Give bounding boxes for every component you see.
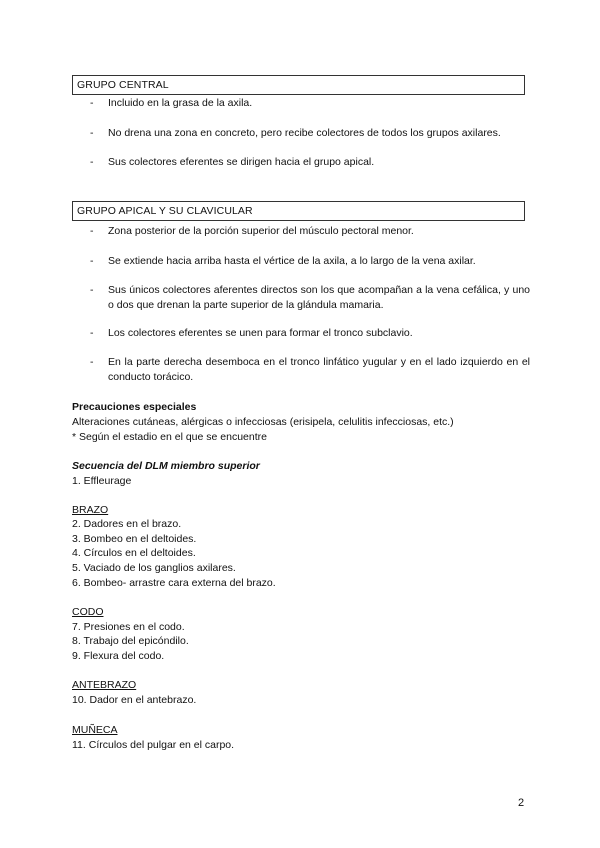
apical-item-3 <box>90 283 530 313</box>
precautions-heading: Precauciones especiales <box>72 401 197 413</box>
central-item-1 <box>90 96 530 111</box>
precautions-line: Alteraciones cutáneas, alérgicas o infecciosas (erisipela, celulitis infecciosas, etc.) <box>72 416 454 428</box>
bullet-dash: - <box>90 97 94 109</box>
brazo-step: 2. Dadores en el brazo. <box>72 518 182 530</box>
apical-item-4 <box>90 326 530 341</box>
apical-item-2 <box>90 254 530 269</box>
apical-item-text: Zona posterior de la porción superior del músculo pectoral menor. <box>108 225 414 237</box>
sequence-step: 1. Effleurage <box>72 475 132 487</box>
codo-step: 7. Presiones en el codo. <box>72 621 185 633</box>
bullet-dash: - <box>90 356 94 368</box>
brazo-heading: BRAZO <box>72 504 109 516</box>
bullet-dash: - <box>90 284 94 296</box>
sequence-heading: Secuencia del DLM miembro superior <box>72 460 260 472</box>
antebrazo-heading: ANTEBRAZO <box>72 679 137 691</box>
section-box-central <box>72 75 525 95</box>
brazo-step: 3. Bombeo en el deltoides. <box>72 533 197 545</box>
bullet-dash: - <box>90 225 94 237</box>
muneca-step: 11. Círculos del pulgar en el carpo. <box>72 739 235 751</box>
codo-step: 9. Flexura del codo. <box>72 650 165 662</box>
central-item-text: Sus colectores eferentes se dirigen hacia el grupo apical. <box>108 156 375 168</box>
section-box-apical <box>72 201 525 221</box>
apical-item-1 <box>90 224 530 239</box>
central-item-text: No drena una zona en concreto, pero recibe colectores de todos los grupos axilares. <box>108 127 501 139</box>
apical-item-5 <box>90 355 530 385</box>
bullet-dash: - <box>90 156 94 168</box>
antebrazo-step: 10. Dador en el antebrazo. <box>72 694 197 706</box>
precautions-note: * Según el estadio en el que se encuentre <box>72 431 267 443</box>
apical-item-text: En la parte derecha desemboca en el tronco linfático yugular y en el lado izquierdo en el conducto torácico. <box>108 356 530 383</box>
section-title-apical: GRUPO APICAL Y SU CLAVICULAR <box>77 205 253 217</box>
section-title-central: GRUPO CENTRAL <box>77 79 169 91</box>
brazo-step: 4. Círculos en el deltoides. <box>72 547 196 559</box>
bullet-dash: - <box>90 327 94 339</box>
codo-step: 8. Trabajo del epicóndilo. <box>72 635 189 647</box>
bullet-dash: - <box>90 127 94 139</box>
central-item-text: Incluido en la grasa de la axila. <box>108 97 253 109</box>
codo-heading: CODO <box>72 606 104 618</box>
central-item-3 <box>90 155 530 170</box>
apical-item-text: Sus únicos colectores aferentes directos son los que acompañan a la vena cefálica, y uno o dos que drenan la parte superior de la glándula mamaria. <box>108 284 530 311</box>
central-item-2 <box>90 126 530 141</box>
bullet-dash: - <box>90 255 94 267</box>
apical-item-text: Los colectores eferentes se unen para formar el tronco subclavio. <box>108 327 413 339</box>
brazo-step: 5. Vaciado de los ganglios axilares. <box>72 562 236 574</box>
brazo-step: 6. Bombeo- arrastre cara externa del brazo. <box>72 577 276 589</box>
apical-item-text: Se extiende hacia arriba hasta el vértice de la axila, a lo largo de la vena axilar. <box>108 255 476 267</box>
muneca-heading: MUÑECA <box>72 724 118 736</box>
page-number: 2 <box>518 797 525 809</box>
